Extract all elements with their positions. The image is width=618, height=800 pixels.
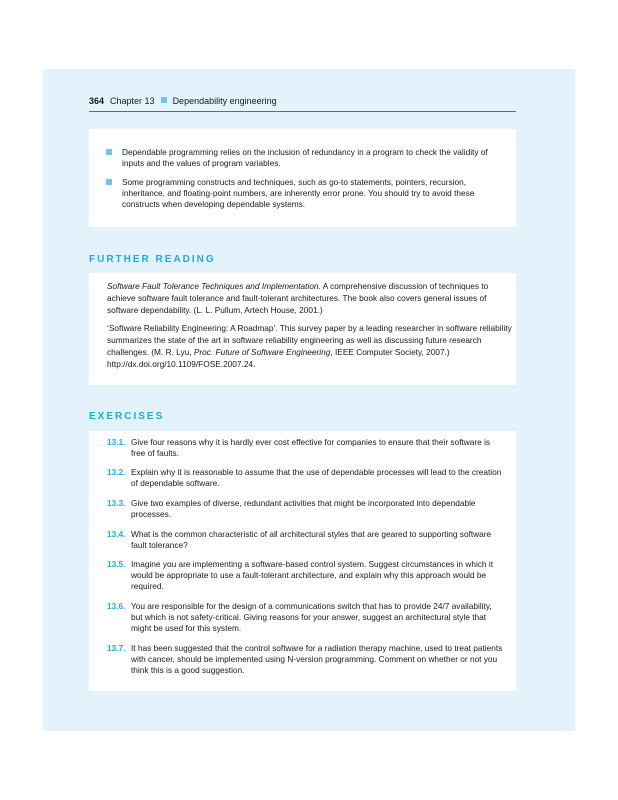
reading-entry [107,322,512,370]
reading-venue: Proc. Future of Software Engineering [193,347,331,357]
summary-box [89,129,516,227]
exercise-number: 13.1. [107,437,126,447]
further-reading-box [89,273,516,385]
exercise-text: Explain why it is reasonable to assume that the use of dependable processes will lead to the creation of dependable software. [131,467,502,488]
exercise-text: What is the common characteristic of all architectural styles that are geared to supporting software fault tolerance? [131,529,492,550]
reading-entry [107,280,512,316]
bullet-square-icon [106,149,112,155]
exercise-number: 13.7. [107,643,126,653]
exercise-text: Imagine you are implementing a software-based control system. Suggest circumstances in which it would be appropriate to use a fault-tolerant architecture, and explain why this approach would be required. [131,559,494,591]
exercise-number: 13.2. [107,467,126,477]
separator-square-icon [161,97,167,103]
exercise-text: You are responsible for the design of a communications switch that has to provide 24/7 availability, but which is not safety-critical. Giving reasons for your answer, suggest an architectural style that might be used for this system. [131,601,492,633]
exercise-text: It has been suggested that the control software for a radiation therapy machine, used to treat patients with cancer, should be implemented using N-version programming. Comment on whether or not you think this is a good suggestion. [131,643,503,675]
exercise-number: 13.3. [107,498,126,508]
reading-text: ‘Software Reliability Engineering: A Roadmap’. This survey paper by a leading researcher in software reliability summarizes the state of the art in software reliability engineering as well as discussing future research challenges. (M. R. Lyu, [107,323,512,357]
summary-text: Some programming constructs and techniques, such as go-to statements, pointers, recursion, inheritance, and floating-point numbers, are inherently error prone. You should try to avoid these constructs when developing dependable systems. [122,177,475,209]
chapter-title: Dependability engineering [172,96,277,106]
exercise-number: 13.4. [107,529,126,539]
chapter-label: Chapter 13 [110,96,155,106]
exercises-box [89,431,516,691]
reading-text: , IEEE Computer Society, 2007.) http://dx.doi.org/10.1109/FOSE.2007.24. [107,347,450,369]
summary-text: Dependable programming relies on the inclusion of redundancy in a program to check the validity of inputs and the values of program variables. [122,147,488,168]
page-number: 364 [89,96,105,106]
exercise-number: 13.5. [107,559,126,569]
exercise-text: Give two examples of diverse, redundant activities that might be incorporated into dependable processes. [131,498,476,519]
bullet-square-icon [106,179,112,185]
exercises-heading: EXERCISES [89,411,165,422]
book-title: Software Fault Tolerance Techniques and Implementation. [107,281,321,291]
reading-text: A comprehensive discussion of techniques to achieve software fault tolerance and fault-tolerant architectures. The book also covers general issues of software dependability. (L. L. Pullum, Artech House, 2001.) [107,281,489,315]
exercise-number: 13.6. [107,601,126,611]
running-header [89,95,516,112]
exercise-text: Give four reasons why it is hardly ever cost effective for companies to ensure that their software is free of faults. [131,437,491,458]
further-reading-heading: FURTHER READING [89,254,216,265]
